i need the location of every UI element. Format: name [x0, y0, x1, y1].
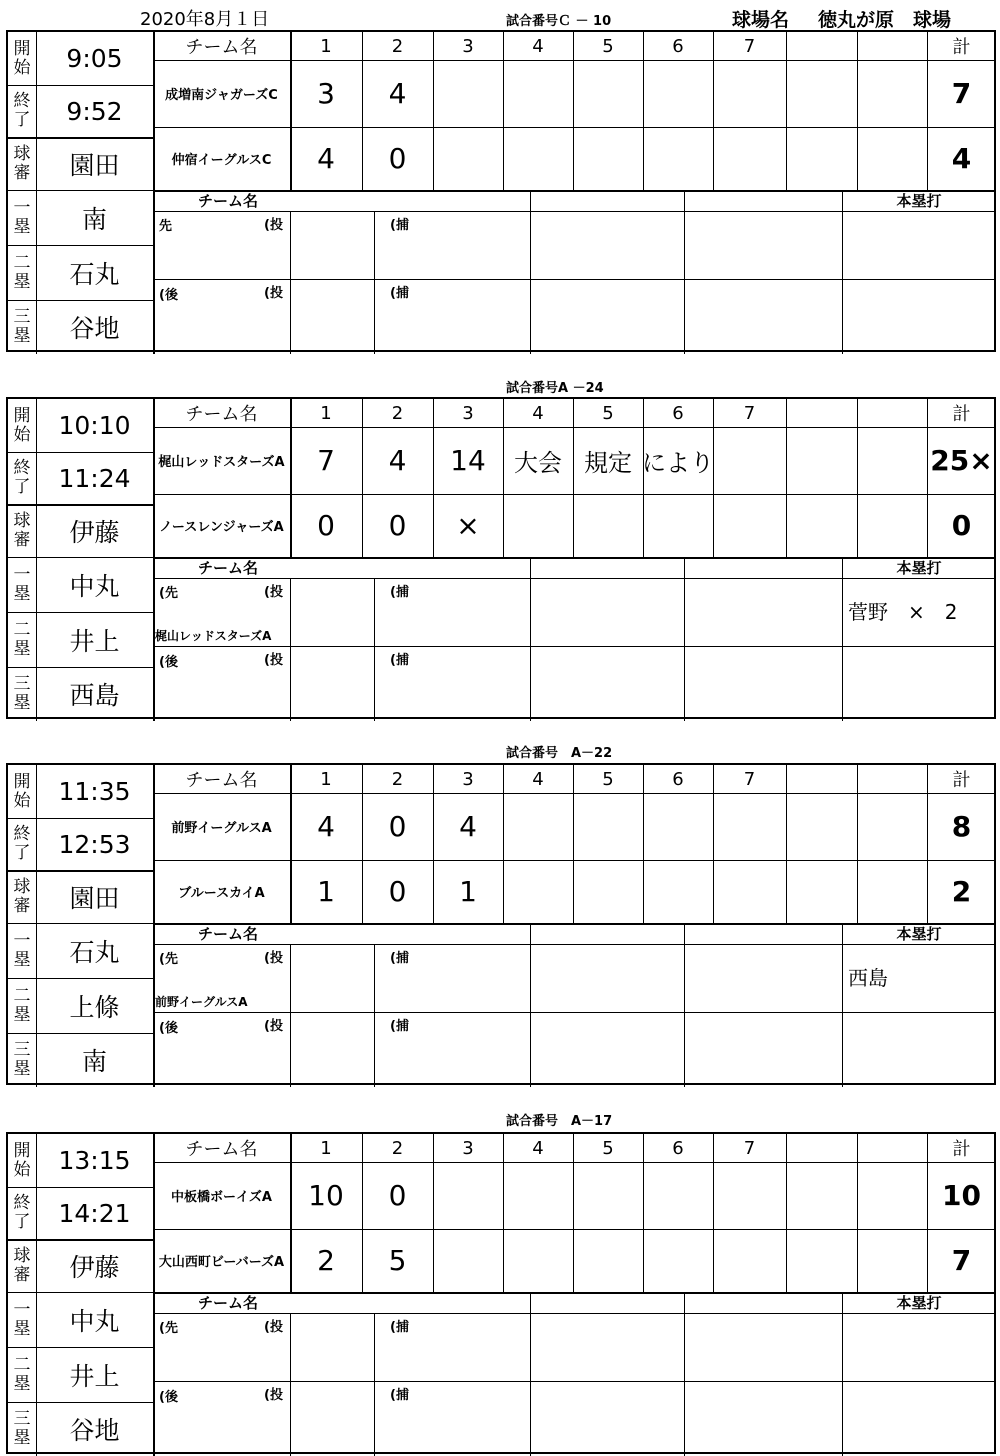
team-name: 成増南ジャガーズC	[165, 88, 278, 103]
team-name-label: チーム名	[197, 192, 258, 210]
inning-header-5: 5	[602, 35, 614, 57]
label-end-char: 終	[13, 1193, 31, 1213]
team-name-label: チーム名	[197, 559, 258, 577]
label-third-char: 三	[13, 674, 31, 694]
second-team-label: (後	[159, 654, 178, 670]
inning-score	[503, 860, 573, 923]
date: 2020年8月１日	[140, 9, 270, 30]
inning-score	[713, 127, 786, 190]
homerun-value	[848, 1330, 992, 1360]
second-pitcher-label: (投	[264, 652, 283, 668]
label-start	[8, 1134, 36, 1187]
venue-label: 球場名	[732, 9, 790, 31]
label-second-char: 塁	[13, 271, 31, 292]
inning-score	[503, 1162, 573, 1229]
second-catcher-label: (捕	[390, 652, 409, 668]
grid-line	[374, 944, 375, 1087]
game-sheet-1	[6, 30, 996, 352]
label-first-char: 塁	[13, 583, 31, 604]
inning-score: 0	[317, 509, 335, 542]
inning-header-2: 2	[391, 768, 404, 790]
inning-header-6: 6	[672, 1137, 684, 1159]
team-total: 7	[951, 77, 972, 110]
label-umpire-char: 審	[13, 895, 31, 916]
homerun-label: 本塁打	[896, 925, 942, 943]
inning-header-2: 2	[391, 35, 404, 57]
inning-score: 4	[388, 444, 407, 477]
inning-header-5: 5	[602, 402, 614, 424]
label-third-char: 塁	[13, 693, 31, 713]
label-end-char: 了	[13, 110, 31, 130]
homerun-value: 西島	[848, 965, 888, 990]
inning-header-1: 1	[320, 35, 332, 57]
team-total: 10	[942, 1179, 981, 1212]
inning-header-3: 3	[462, 768, 474, 790]
team-header: チーム名	[185, 37, 258, 58]
team-total: 8	[951, 810, 972, 843]
label-third	[8, 1033, 36, 1087]
inning-score: 7	[317, 444, 335, 477]
label-second-char: 塁	[13, 1004, 31, 1025]
inning-score	[643, 60, 713, 127]
team-header: チーム名	[185, 770, 258, 791]
inning-score	[857, 427, 927, 494]
label-start	[8, 765, 36, 818]
game-number-1: 試合番号Ｃ － 10	[506, 14, 612, 29]
first-team-label: 先	[159, 218, 173, 234]
third-base-umpire: 西島	[69, 681, 120, 710]
team-name: 梶山レッドスターズA	[158, 455, 285, 470]
grid-line	[530, 1292, 531, 1456]
inning-score	[713, 60, 786, 127]
homerun-value: 菅野 × 2	[848, 599, 958, 624]
label-third	[8, 300, 36, 354]
team-name-label: チーム名	[197, 925, 258, 943]
second-base-umpire: 上條	[69, 992, 120, 1022]
inning-score: ×	[456, 509, 480, 542]
first-catcher-label: (捕	[390, 584, 409, 600]
second-team-label: (後	[159, 1389, 178, 1405]
first-catcher-label: (捕	[390, 217, 409, 233]
label-first-char: 一	[13, 197, 31, 218]
label-start-char: 開	[13, 771, 31, 792]
team-name: 前野イーグルスA	[171, 821, 272, 836]
inning-header-6: 6	[672, 768, 684, 790]
grid-line	[842, 557, 843, 721]
inning-score	[433, 1229, 503, 1292]
second-pitcher-label: (投	[264, 1387, 283, 1403]
label-end-char: 終	[13, 824, 31, 844]
total-header: 計	[952, 37, 971, 58]
label-second	[8, 245, 36, 300]
homerun-label: 本塁打	[896, 1294, 942, 1312]
inning-header-5: 5	[602, 768, 614, 790]
inning-header-6: 6	[672, 402, 684, 424]
label-third-char: 塁	[13, 1059, 31, 1079]
grid-line	[290, 211, 291, 354]
inning-score	[433, 60, 503, 127]
inning-score	[857, 127, 927, 190]
second-base-umpire: 井上	[69, 626, 120, 656]
plate-umpire: 伊藤	[69, 517, 120, 547]
second-base-umpire: 石丸	[69, 259, 120, 289]
inning-score	[643, 1229, 713, 1292]
end-time: 14:21	[58, 1198, 131, 1228]
first-base-umpire: 南	[81, 204, 107, 234]
team-total: 7	[951, 1244, 972, 1277]
grid-line	[684, 1292, 685, 1456]
third-base-umpire: 谷地	[69, 314, 120, 343]
label-start-char: 始	[13, 424, 31, 445]
label-first-char: 塁	[13, 1318, 31, 1339]
second-base-umpire: 井上	[69, 1361, 120, 1391]
label-start-char: 開	[13, 1140, 31, 1161]
game-sheet-4	[6, 1132, 996, 1454]
inning-header-5: 5	[602, 1137, 614, 1159]
team-name: 大山西町ビーバーズA	[158, 1255, 285, 1270]
game-number-3: 試合番号 A－22	[506, 746, 613, 761]
plate-umpire: 園田	[69, 883, 120, 913]
first-team-label: (先	[159, 951, 178, 967]
inning-score: により	[642, 449, 714, 477]
label-umpire-char: 球	[13, 510, 31, 531]
inning-score	[503, 494, 573, 557]
grid-line	[842, 1292, 843, 1456]
inning-score: 0	[388, 142, 407, 175]
inning-score: 0	[388, 1179, 407, 1212]
game-sheet-2	[6, 397, 996, 719]
grid-line	[842, 923, 843, 1087]
inning-score: 4	[459, 810, 477, 843]
inning-score	[786, 427, 857, 494]
inning-score: 5	[388, 1244, 407, 1277]
inning-header-3: 3	[462, 1137, 474, 1159]
first-team-label: (先	[159, 585, 178, 601]
label-first-char: 塁	[13, 216, 31, 237]
inning-score	[713, 860, 786, 923]
label-start-char: 開	[13, 38, 31, 59]
end-time: 9:52	[66, 96, 123, 126]
team-name-label: チーム名	[197, 1294, 258, 1312]
inning-header-7: 7	[743, 402, 756, 424]
first-team-label: (先	[159, 1320, 178, 1336]
inning-header-7: 7	[743, 1137, 756, 1159]
inning-header-1: 1	[320, 402, 332, 424]
first-base-umpire: 中丸	[69, 1306, 120, 1336]
inning-header-2: 2	[391, 1137, 404, 1159]
label-end-char: 了	[13, 1212, 31, 1232]
inning-score	[643, 1162, 713, 1229]
inning-header-7: 7	[743, 768, 756, 790]
team-name: ノースレンジャーズA	[159, 520, 284, 535]
label-first-char: 一	[13, 930, 31, 951]
label-third-char: 三	[13, 1409, 31, 1429]
label-umpire	[8, 504, 36, 557]
label-end-char: 終	[13, 91, 31, 111]
label-second	[8, 1347, 36, 1402]
inning-header-7: 7	[743, 35, 756, 57]
grid-line	[290, 944, 291, 1087]
inning-score	[786, 793, 857, 860]
inning-score: 4	[317, 142, 335, 175]
grid-line	[290, 1313, 291, 1456]
grid-line	[374, 211, 375, 354]
label-second-char: 塁	[13, 638, 31, 659]
label-start-char: 開	[13, 405, 31, 426]
label-end	[8, 85, 36, 137]
label-umpire	[8, 137, 36, 190]
label-end-char: 終	[13, 458, 31, 478]
label-second	[8, 978, 36, 1033]
grid-line	[684, 190, 685, 354]
inning-score: 4	[388, 77, 407, 110]
inning-score: 0	[388, 875, 407, 908]
homerun-value	[848, 228, 992, 258]
grid-line	[684, 557, 685, 721]
label-umpire	[8, 1239, 36, 1292]
grid-line	[290, 578, 291, 721]
second-catcher-label: (捕	[390, 1018, 409, 1034]
second-catcher-label: (捕	[390, 285, 409, 301]
inning-score	[643, 793, 713, 860]
label-third-char: 三	[13, 1040, 31, 1060]
label-third-char: 塁	[13, 326, 31, 346]
label-start	[8, 399, 36, 452]
inning-header-4: 4	[532, 35, 544, 57]
homerun-label: 本塁打	[896, 192, 942, 210]
label-umpire	[8, 870, 36, 923]
label-umpire-char: 球	[13, 143, 31, 164]
label-third	[8, 667, 36, 721]
label-end-char: 了	[13, 477, 31, 497]
inning-score: 10	[308, 1179, 344, 1212]
inning-score	[573, 60, 643, 127]
inning-score: 0	[388, 509, 407, 542]
first-catcher-label: (捕	[390, 1319, 409, 1335]
inning-score	[786, 1229, 857, 1292]
inning-score: 規定	[584, 449, 632, 477]
inning-score: 1	[317, 875, 335, 908]
inning-header-1: 1	[320, 768, 332, 790]
inning-score: 大会	[514, 449, 562, 477]
label-umpire-char: 審	[13, 529, 31, 550]
second-team-label: (後	[159, 1020, 178, 1036]
inning-score	[433, 1162, 503, 1229]
inning-header-3: 3	[462, 35, 474, 57]
inning-header-6: 6	[672, 35, 684, 57]
inning-score	[786, 60, 857, 127]
venue-name: 徳丸が原 球場	[818, 9, 952, 31]
inning-score	[713, 1229, 786, 1292]
inning-header-1: 1	[320, 1137, 332, 1159]
end-time: 11:24	[58, 463, 131, 493]
label-start	[8, 32, 36, 85]
inning-header-3: 3	[462, 402, 474, 424]
game-sheet-3	[6, 763, 996, 1085]
inning-score	[573, 793, 643, 860]
inning-score	[713, 1162, 786, 1229]
plate-umpire: 園田	[69, 150, 120, 180]
homerun-label: 本塁打	[896, 559, 942, 577]
label-second-char: 二	[13, 985, 31, 1006]
label-first-char: 塁	[13, 949, 31, 970]
inning-score	[713, 494, 786, 557]
inning-score: 14	[450, 444, 486, 477]
team-total: 25×	[930, 444, 993, 477]
homerun-team-name: 前野イーグルスA	[155, 994, 248, 1009]
start-time: 11:35	[58, 777, 131, 806]
label-start-char: 始	[13, 1159, 31, 1180]
first-pitcher-label: (投	[264, 950, 283, 966]
start-time: 9:05	[66, 44, 123, 73]
team-header: チーム名	[185, 404, 258, 425]
inning-score	[433, 127, 503, 190]
inning-score: 1	[459, 875, 477, 908]
inning-score	[643, 127, 713, 190]
label-umpire-char: 審	[13, 162, 31, 183]
grid-line	[374, 1313, 375, 1456]
inning-score	[786, 1162, 857, 1229]
first-base-umpire: 石丸	[69, 937, 120, 967]
total-header: 計	[952, 404, 971, 425]
label-first	[8, 923, 36, 978]
label-second-char: 二	[13, 619, 31, 640]
start-time: 13:15	[58, 1146, 131, 1175]
game-number-2: 試合番号A －24	[506, 381, 604, 396]
inning-header-4: 4	[532, 768, 544, 790]
team-total: 2	[951, 875, 972, 908]
label-end-char: 了	[13, 843, 31, 863]
inning-score	[713, 793, 786, 860]
grid-line	[684, 923, 685, 1087]
inning-score	[857, 60, 927, 127]
inning-score: 2	[317, 1244, 335, 1277]
label-start-char: 始	[13, 57, 31, 78]
start-time: 10:10	[58, 411, 131, 440]
total-header: 計	[952, 770, 971, 791]
grid-line	[842, 190, 843, 354]
inning-score	[503, 793, 573, 860]
inning-score	[786, 860, 857, 923]
first-pitcher-label: (投	[264, 1319, 283, 1335]
label-end	[8, 1187, 36, 1239]
label-first-char: 一	[13, 564, 31, 585]
team-name: 中板橋ボーイズA	[171, 1190, 272, 1205]
label-end	[8, 452, 36, 504]
inning-score: 4	[317, 810, 335, 843]
grid-line	[530, 190, 531, 354]
inning-score	[857, 860, 927, 923]
second-pitcher-label: (投	[264, 285, 283, 301]
first-pitcher-label: (投	[264, 217, 283, 233]
team-name: 仲宿イーグルスC	[171, 153, 272, 168]
label-umpire-char: 球	[13, 1245, 31, 1266]
inning-score: 0	[388, 810, 407, 843]
inning-score	[503, 60, 573, 127]
label-second	[8, 612, 36, 667]
inning-score	[573, 860, 643, 923]
first-pitcher-label: (投	[264, 584, 283, 600]
team-name: ブルースカイA	[178, 886, 265, 901]
label-third-char: 三	[13, 307, 31, 327]
label-end	[8, 818, 36, 870]
first-catcher-label: (捕	[390, 950, 409, 966]
inning-score	[713, 427, 786, 494]
label-second-char: 二	[13, 1354, 31, 1375]
inning-score	[857, 494, 927, 557]
label-second-char: 二	[13, 252, 31, 273]
grid-line	[374, 578, 375, 721]
label-umpire-char: 審	[13, 1264, 31, 1285]
inning-score	[573, 494, 643, 557]
grid-line	[530, 923, 531, 1087]
inning-score	[643, 494, 713, 557]
inning-score	[503, 1229, 573, 1292]
inning-score	[573, 1162, 643, 1229]
first-base-umpire: 中丸	[69, 571, 120, 601]
team-header: チーム名	[185, 1139, 258, 1160]
third-base-umpire: 谷地	[69, 1416, 120, 1445]
homerun-team-name: 梶山レッドスターズA	[155, 628, 272, 643]
inning-score	[786, 494, 857, 557]
team-total: 0	[951, 509, 972, 542]
inning-score	[857, 1162, 927, 1229]
plate-umpire: 伊藤	[69, 1252, 120, 1282]
label-third-char: 塁	[13, 1428, 31, 1448]
inning-score	[503, 127, 573, 190]
second-catcher-label: (捕	[390, 1387, 409, 1403]
team-total: 4	[951, 142, 972, 175]
homerun-team-name	[155, 258, 290, 278]
inning-score	[857, 793, 927, 860]
second-team-label: (後	[159, 287, 178, 303]
total-header: 計	[952, 1139, 971, 1160]
inning-score	[786, 127, 857, 190]
inning-header-4: 4	[532, 402, 544, 424]
inning-score	[573, 127, 643, 190]
end-time: 12:53	[58, 829, 131, 859]
inning-score	[643, 860, 713, 923]
inning-score: 3	[317, 77, 335, 110]
label-third	[8, 1402, 36, 1456]
inning-header-4: 4	[532, 1137, 544, 1159]
label-first	[8, 190, 36, 245]
game-number-4: 試合番号 A－17	[506, 1114, 613, 1129]
label-second-char: 塁	[13, 1373, 31, 1394]
third-base-umpire: 南	[81, 1047, 107, 1076]
inning-score	[857, 1229, 927, 1292]
label-start-char: 始	[13, 790, 31, 811]
label-first	[8, 557, 36, 612]
inning-header-2: 2	[391, 402, 404, 424]
label-first-char: 一	[13, 1299, 31, 1320]
homerun-team-name	[155, 1360, 290, 1380]
inning-score	[573, 1229, 643, 1292]
grid-line	[530, 557, 531, 721]
label-umpire-char: 球	[13, 876, 31, 897]
second-pitcher-label: (投	[264, 1018, 283, 1034]
label-first	[8, 1292, 36, 1347]
